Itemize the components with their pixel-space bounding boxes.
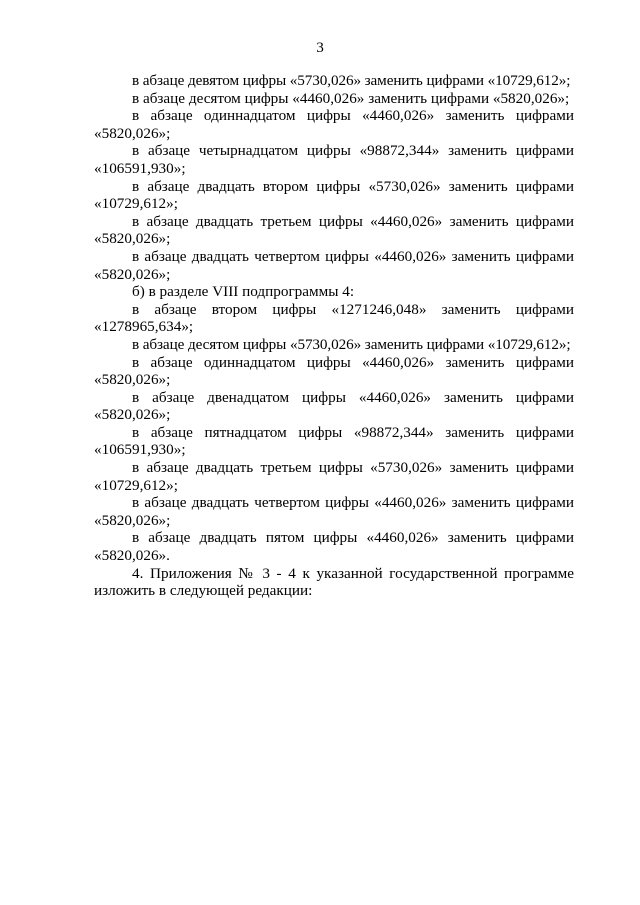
text-line: в абзаце двенадцатом цифры «4460,026» заменить цифрами: [132, 388, 574, 406]
text-line: в абзаце одиннадцатом цифры «4460,026» заменить цифрами: [132, 107, 574, 125]
text-line: «10729,612»;: [94, 476, 178, 494]
text-line: в абзаце двадцать четвертом цифры «4460,026» заменить цифрами: [132, 494, 574, 512]
text-line: «106591,930»;: [94, 441, 186, 459]
text-line: «5820,026»;: [94, 371, 171, 389]
text-line: 4. Приложения № 3 - 4 к указанной государственной программе: [132, 564, 574, 582]
text-line: в абзаце двадцать пятом цифры «4460,026» заменить цифрами: [132, 529, 574, 547]
text-line: в абзаце втором цифры «1271246,048» заменить цифрами: [132, 300, 574, 318]
page-number: 3: [316, 39, 324, 56]
text-line: «5820,026»;: [94, 230, 171, 248]
text-line: в абзаце двадцать четвертом цифры «4460,026» заменить цифрами: [132, 247, 574, 265]
text-line: в абзаце одиннадцатом цифры «4460,026» заменить цифрами: [132, 353, 574, 371]
text-line: в абзаце двадцать втором цифры «5730,026» заменить цифрами: [132, 177, 574, 195]
text-line: «1278965,634»;: [94, 318, 194, 336]
text-line: в абзаце десятом цифры «5730,026» заменить цифрами «10729,612»;: [132, 335, 571, 353]
text-line: в абзаце двадцать третьем цифры «5730,026» заменить цифрами: [132, 459, 574, 477]
text-line: «5820,026»;: [94, 265, 171, 283]
document-body: [94, 72, 574, 600]
text-line: в абзаце четырнадцатом цифры «98872,344» заменить цифрами: [132, 142, 574, 160]
text-line: «10729,612»;: [94, 195, 178, 213]
text-line: в абзаце пятнадцатом цифры «98872,344» заменить цифрами: [132, 423, 574, 441]
text-line: «5820,026».: [94, 547, 170, 565]
text-line: «5820,026»;: [94, 124, 171, 142]
text-line: б) в разделе VIII подпрограммы 4:: [132, 283, 355, 301]
text-line: «106591,930»;: [94, 159, 186, 177]
text-line: в абзаце двадцать третьем цифры «4460,026» заменить цифрами: [132, 212, 574, 230]
text-line: «5820,026»;: [94, 406, 171, 424]
text-line: изложить в следующей редакции:: [94, 582, 313, 600]
text-line: в абзаце девятом цифры «5730,026» заменить цифрами «10729,612»;: [132, 72, 571, 89]
text-line: «5820,026»;: [94, 511, 171, 529]
text-line: в абзаце десятом цифры «4460,026» заменить цифрами «5820,026»;: [132, 89, 570, 107]
